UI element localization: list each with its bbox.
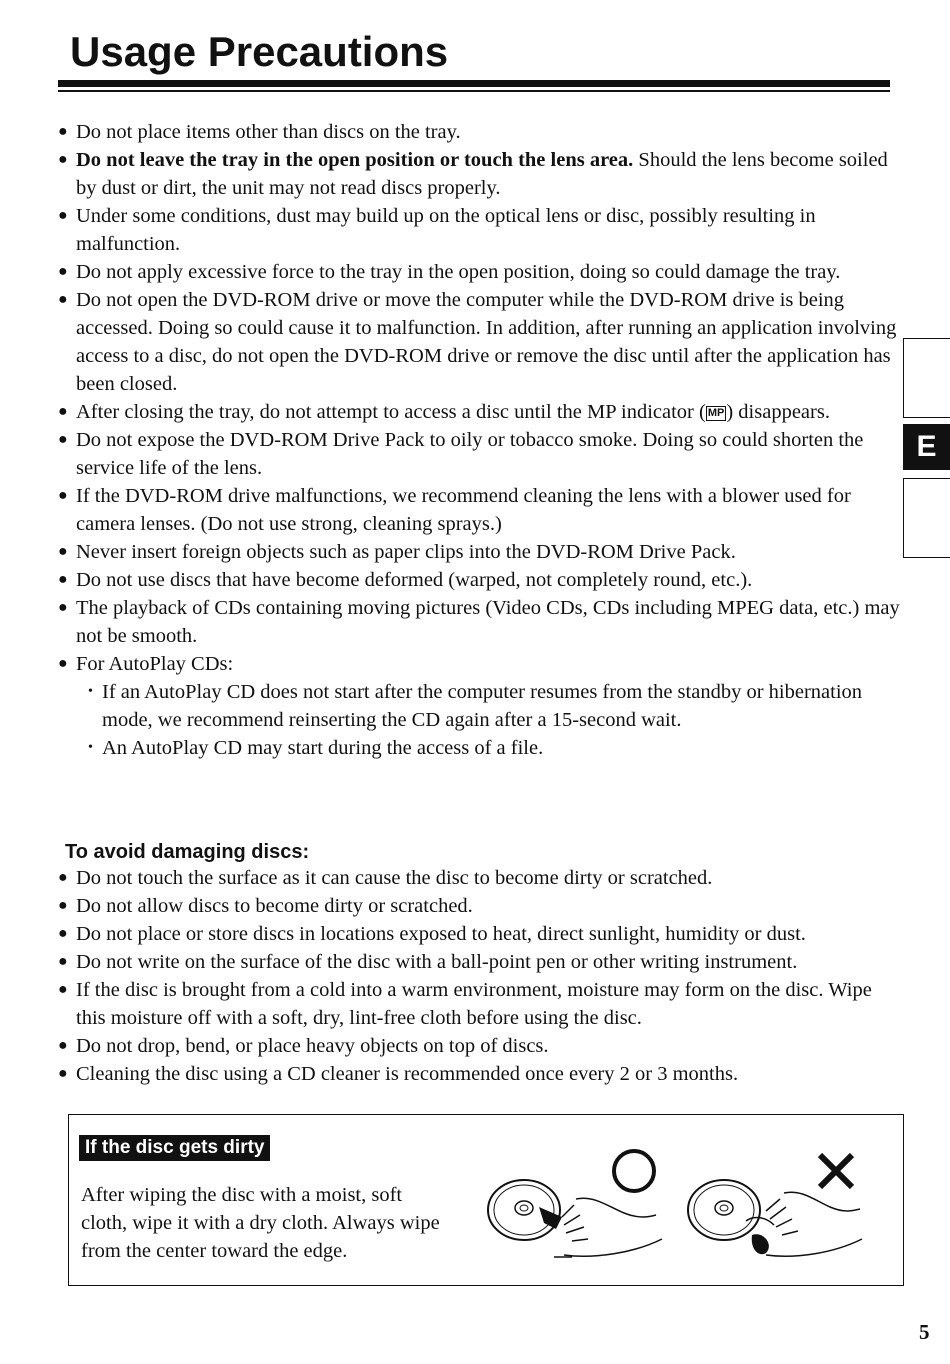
bullet-icon: ● <box>58 571 68 588</box>
sub-list-item: • An AutoPlay CD may start during the access of a file. <box>86 734 901 762</box>
disc-wiping-illustration <box>484 1135 889 1265</box>
list-item: ● After closing the tray, do not attempt to access a disc until the MP indicator ( MP) disappears. <box>56 398 901 426</box>
bullet-icon: ● <box>58 431 68 448</box>
dirty-disc-box <box>68 1114 904 1286</box>
bullet-icon: ● <box>58 291 68 308</box>
list-item: ● Do not place items other than discs on the tray. <box>56 118 901 146</box>
list-item: ● Do not expose the DVD-ROM Drive Pack to oily or tobacco smoke. Doing so could shorten the service life of the lens. <box>56 426 901 482</box>
bullet-icon: ● <box>58 487 68 504</box>
correct-example <box>488 1151 662 1257</box>
title-rule <box>58 80 890 87</box>
bullet-icon: ● <box>58 599 68 616</box>
bullet-icon: ● <box>58 123 68 140</box>
title-rule-thin <box>58 90 890 92</box>
cross-mark-icon <box>820 1155 852 1187</box>
bullet-icon: ● <box>58 981 68 998</box>
wrong-example <box>688 1155 862 1256</box>
sub-bullet-icon: • <box>88 740 93 755</box>
bullet-icon: ● <box>58 543 68 560</box>
list-item: ● Do not leave the tray in the open position or touch the lens area. Should the lens become soiled by dust or dirt, the unit may not read discs properly. <box>56 146 901 202</box>
list-item: ● If the DVD-ROM drive malfunctions, we recommend cleaning the lens with a blower used for camera lenses. (Do not use strong, cleaning sprays.) <box>56 482 901 538</box>
discs-heading: To avoid damaging discs: <box>65 841 310 863</box>
list-item: ● For AutoPlay CDs: • If an AutoPlay CD does not start after the computer resumes from the standby or hibernation mode, we recommend reinserting the CD again after a 15-second wait. • An AutoPlay CD may start during the access of a file. <box>56 650 901 762</box>
dirty-disc-text: After wiping the disc with a moist, soft cloth, wipe it with a dry cloth. Always wipe from the center toward the edge. <box>81 1184 440 1262</box>
list-item: ● Do not write on the surface of the disc with a ball-point pen or other writing instrument. <box>56 948 901 976</box>
list-item: ● If the disc is brought from a cold into a warm environment, moisture may form on the disc. Wipe this moisture off with a soft, dry, lint-free cloth before using the disc. <box>56 976 901 1032</box>
bullet-icon: ● <box>58 897 68 914</box>
circle-mark-icon <box>614 1151 654 1191</box>
bullet-icon: ● <box>58 1037 68 1054</box>
bullet-icon: ● <box>58 207 68 224</box>
autoplay-sublist <box>76 678 901 762</box>
sub-list-item: • If an AutoPlay CD does not start after the computer resumes from the standby or hibernation mode, we recommend reinserting the CD again after a 15-second wait. <box>86 678 901 734</box>
page-number: 5 <box>919 1320 930 1344</box>
list-item: ● Under some conditions, dust may build up on the optical lens or disc, possibly resulting in malfunction. <box>56 202 901 258</box>
bullet-icon: ● <box>58 1065 68 1082</box>
bullet-icon: ● <box>58 925 68 942</box>
list-item: ● Do not allow discs to become dirty or scratched. <box>56 892 901 920</box>
bullet-icon: ● <box>58 655 68 672</box>
list-item: ● Do not touch the surface as it can cause the disc to become dirty or scratched. <box>56 864 901 892</box>
list-item: ● Do not use discs that have become deformed (warped, not completely round, etc.). <box>56 566 901 594</box>
bullet-icon: ● <box>58 263 68 280</box>
list-item: ● Do not apply excessive force to the tray in the open position, doing so could damage the tray. <box>56 258 901 286</box>
list-item: ● The playback of CDs containing moving pictures (Video CDs, CDs including MPEG data, etc.) may not be smooth. <box>56 594 901 650</box>
list-item: ● Do not place or store discs in locations exposed to heat, direct sunlight, humidity or dust. <box>56 920 901 948</box>
side-tab-top <box>903 338 950 418</box>
list-item: ● Cleaning the disc using a CD cleaner is recommended once every 2 or 3 months. <box>56 1060 901 1088</box>
bullet-icon: ● <box>58 151 68 168</box>
bullet-icon: ● <box>58 869 68 886</box>
precautions-list <box>56 118 901 762</box>
discs-list <box>56 864 901 1088</box>
mp-indicator-icon: MP <box>707 407 725 419</box>
list-item: ● Do not open the DVD-ROM drive or move the computer while the DVD-ROM drive is being accessed. Doing so could cause it to malfunction. In addition, after running an application involving access to a disc, do not open the DVD-ROM drive or remove the disc until after the application has been closed. <box>56 286 901 398</box>
list-item: ● Do not drop, bend, or place heavy objects on top of discs. <box>56 1032 901 1060</box>
list-item: ● Never insert foreign objects such as paper clips into the DVD-ROM Drive Pack. <box>56 538 901 566</box>
dirty-disc-label: If the disc gets dirty <box>79 1135 270 1161</box>
page-title: Usage Precautions <box>70 28 449 75</box>
section-tab-e: E <box>903 424 950 470</box>
emphasis-text: Do not leave the tray in the open position or touch the lens area. <box>76 149 634 171</box>
side-tab-bottom <box>903 478 950 558</box>
bullet-icon: ● <box>58 403 68 420</box>
sub-bullet-icon: • <box>88 684 93 699</box>
bullet-icon: ● <box>58 953 68 970</box>
